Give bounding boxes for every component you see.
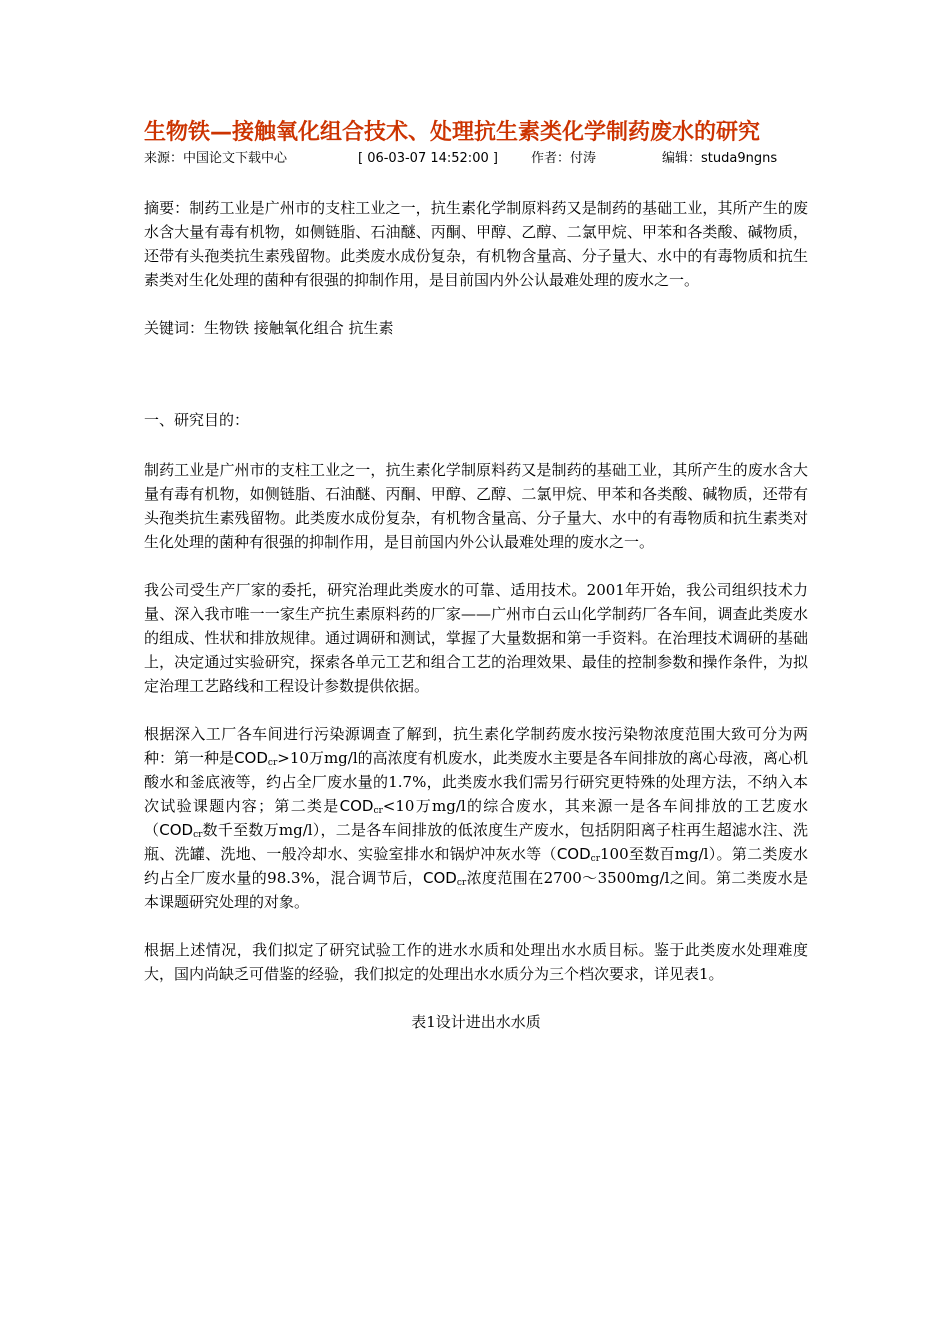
p3-text-2: >10万mg/l的高浓度有机废水，此类废水主要是各车间排放的离心母液，离心机酸水和釜底液等，约占全厂废水量的1.7%，此类废水我们需另行研究更特殊的处理方法，不纳入本次试验课题内容；第二类是	[144, 749, 808, 815]
p3-text-5: 100至数百mg/l）。第二类废水约占全厂废水量的98.3%，混合调节后，	[144, 845, 808, 887]
cod-label: COD	[423, 869, 457, 887]
meta-time: [ 06-03-07 14:52:00 ]	[358, 151, 498, 166]
meta-editor: 编辑：studa9ngns	[662, 151, 778, 166]
cod-subscript: cr	[267, 758, 278, 768]
cod-label: COD	[234, 749, 268, 767]
meta-source: 来源：中国论文下载中心	[144, 151, 288, 166]
section-heading: 一、研究目的：	[144, 411, 250, 429]
p3-text-4: 数千至数万mg/l），二是各车间排放的低浓度生产废水，包括阴阳离子柱再生超滤水注、洗瓶、洗罐、洗地、一般冷却水、实验室排水和锅炉冲灰水等（	[144, 821, 808, 863]
article-meta	[144, 148, 808, 170]
cod-subscript: cr	[590, 854, 600, 864]
p3-text-3: <10万mg/l的综合废水，其来源一是各车间排放的工艺废水（	[144, 797, 808, 839]
article-title: 生物铁—接触氧化组合技术、处理抗生素类化学制药废水的研究	[144, 120, 761, 145]
cod-subscript: cr	[456, 878, 467, 888]
cod-subscript: cr	[373, 806, 383, 816]
paragraph-4: 根据上述情况，我们拟定了研究试验工作的进水水质和处理出水水质目标。鉴于此类废水处理难度大，国内尚缺乏可借鉴的经验，我们拟定的处理出水水质分为三个档次要求，详见表1。	[144, 941, 808, 983]
keywords: 关键词：生物铁 接触氧化组合 抗生素	[144, 319, 394, 337]
article	[144, 120, 808, 1034]
cod-label: COD	[339, 797, 374, 815]
abstract: 摘要：制药工业是广州市的支柱工业之一，抗生素化学制原料药又是制药的基础工业，其所产生的废水含大量有毒有机物，如侧链脂、石油醚、丙酮、甲醇、乙醇、二氯甲烷、甲苯和各类酸、碱物质，还带有头孢类抗生素残留物。此类废水成份复杂，有机物含量高、分子量大、水中的有毒物质和抗生素类对生化处理的菌种有很强的抑制作用，是目前国内外公认最难处理的废水之一。	[144, 199, 808, 289]
paragraph-2: 我公司受生产厂家的委托，研究治理此类废水的可靠、适用技术。2001年开始，我公司组织技术力量、深入我市唯一一家生产抗生素原料药的厂家——广州市白云山化学制药厂各车间，调查此类废水的组成、性状和排放规律。通过调研和测试，掌握了大量数据和第一手资料。在治理技术调研的基础上，决定通过实验研究，探索各单元工艺和组合工艺的治理效果、最佳的控制参数和操作条件，为拟定治理工艺路线和工程设计参数提供依据。	[144, 581, 808, 695]
cod-label: COD	[556, 845, 591, 863]
paragraph-1: 制药工业是广州市的支柱工业之一，抗生素化学制原料药又是制药的基础工业，其所产生的废水含大量有毒有机物，如侧链脂、石油醚、丙酮、甲醇、乙醇、二氯甲烷、甲苯和各类酸、碱物质，还带有头孢类抗生素残留物。此类废水成份复杂，有机物含量高、分子量大、水中的有毒物质和抗生素类对生化处理的菌种有很强的抑制作用，是目前国内外公认最难处理的废水之一。	[144, 461, 808, 551]
table-caption: 表1设计进出水水质	[411, 1013, 541, 1031]
cod-label: COD	[159, 821, 194, 839]
p3-text-6: 浓度范围在2700～3500mg/l之间。第二类废水是本课题研究处理的对象。	[144, 869, 809, 911]
p3-text-1: 根据深入工厂各车间进行污染源调查了解到，抗生素化学制药废水按污染物浓度范围大致可分为两种：第一种是	[144, 725, 808, 767]
cod-subscript: cr	[193, 830, 203, 840]
meta-author: 作者：付涛	[531, 151, 597, 166]
paragraph-3	[144, 722, 808, 914]
